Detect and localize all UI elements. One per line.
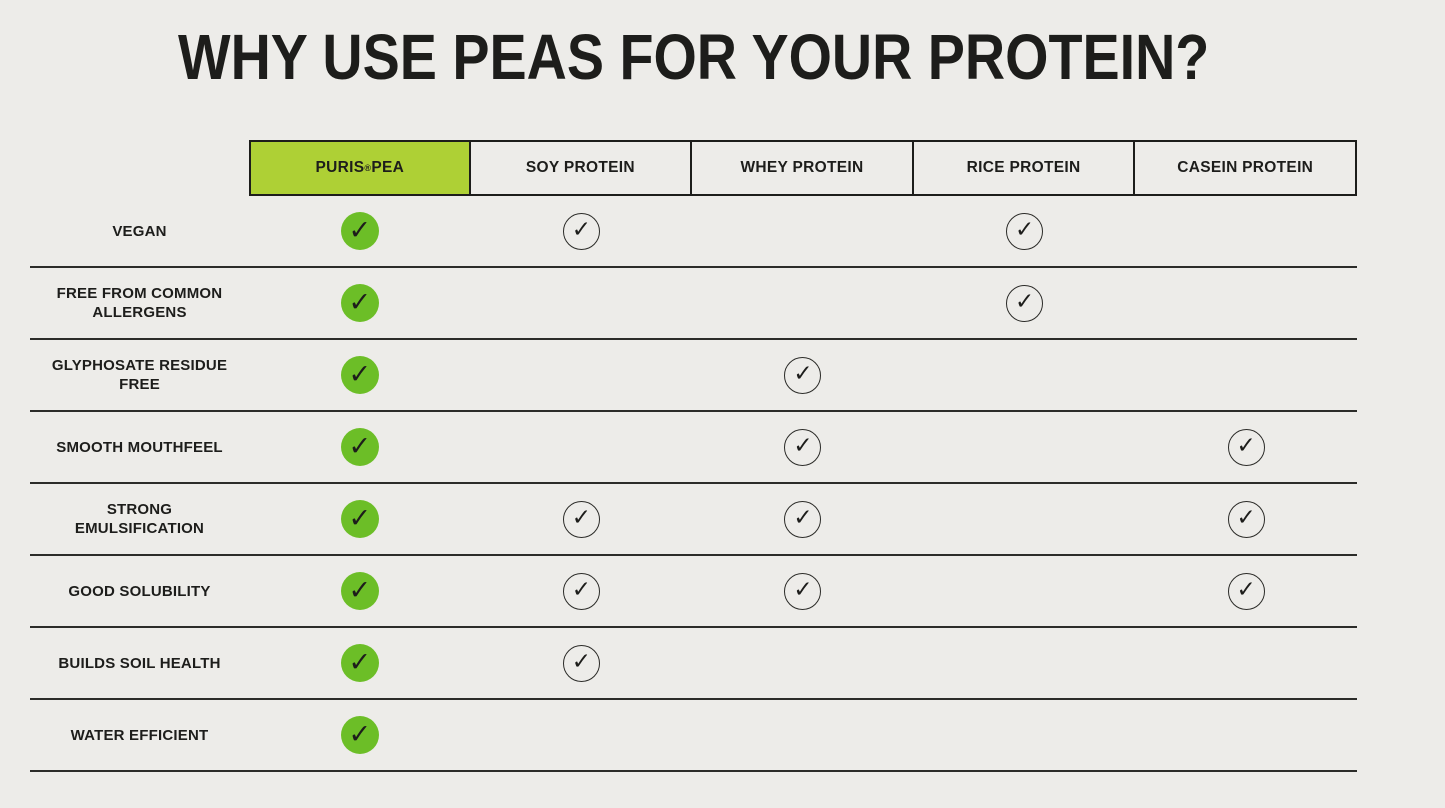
table-cell	[471, 213, 693, 250]
column-header-puris-pea: PURIS ® PEA	[249, 140, 471, 196]
check-icon-outline: ✓	[1228, 501, 1265, 538]
table-cell	[692, 573, 914, 610]
check-icon-filled: ✓	[341, 644, 379, 682]
table-row-smooth-mouthfeel	[30, 412, 1357, 484]
check-icon-filled: ✓	[341, 500, 379, 538]
table-cell	[249, 500, 471, 538]
check-icon-outline: ✓	[784, 573, 821, 610]
check-icon-outline: ✓	[1006, 285, 1043, 322]
column-header-rice-protein: RICE PROTEIN	[912, 140, 1136, 196]
table-cell	[1135, 501, 1357, 538]
page-title	[30, 22, 1357, 92]
table-cell	[692, 357, 914, 394]
table-body	[30, 196, 1357, 772]
row-label: SMOOTH MOUTHFEEL	[56, 438, 223, 456]
table-cell	[249, 644, 471, 682]
table-cell	[692, 429, 914, 466]
table-cell	[471, 501, 693, 538]
column-header-casein-protein: CASEIN PROTEIN	[1133, 140, 1357, 196]
table-cell	[471, 573, 693, 610]
row-label: STRONG EMULSIFICATION	[74, 501, 205, 537]
check-icon-outline: ✓	[1228, 573, 1265, 610]
table-row-strong-emulsification	[30, 484, 1357, 556]
page-title-text: WHY USE PEAS FOR YOUR PROTEIN?	[177, 21, 1210, 93]
table-cell	[249, 428, 471, 466]
table-cell	[914, 285, 1136, 322]
check-icon-filled: ✓	[341, 284, 379, 322]
check-icon-outline: ✓	[784, 429, 821, 466]
check-icon-outline: ✓	[784, 357, 821, 394]
table-cell	[471, 645, 693, 682]
header-row	[30, 140, 1357, 196]
table-cell	[249, 356, 471, 394]
table-cell	[249, 284, 471, 322]
table-row-vegan	[30, 196, 1357, 268]
check-icon-outline: ✓	[1006, 213, 1043, 250]
check-icon-filled: ✓	[341, 428, 379, 466]
check-icon-outline: ✓	[563, 213, 600, 250]
column-header-soy-protein: SOY PROTEIN	[469, 140, 693, 196]
check-icon-filled: ✓	[341, 716, 379, 754]
table-row-free-from-common-allergens	[30, 268, 1357, 340]
check-icon-outline: ✓	[1228, 429, 1265, 466]
check-icon-outline: ✓	[563, 573, 600, 610]
table-row-glyphosate-residue-free	[30, 340, 1357, 412]
row-label: WATER EFFICIENT	[70, 726, 209, 744]
row-label: GOOD SOLUBILITY	[68, 582, 211, 600]
row-label: FREE FROM COMMON ALLERGENS	[56, 285, 223, 321]
column-header-whey-protein: WHEY PROTEIN	[690, 140, 914, 196]
table-cell	[249, 212, 471, 250]
table-row-water-efficient	[30, 700, 1357, 772]
table-row-good-solubility	[30, 556, 1357, 628]
check-icon-filled: ✓	[341, 356, 379, 394]
row-label: GLYPHOSATE RESIDUE FREE	[51, 357, 228, 393]
check-icon-filled: ✓	[341, 212, 379, 250]
table-cell	[692, 501, 914, 538]
check-icon-outline: ✓	[563, 501, 600, 538]
check-icon-filled: ✓	[341, 572, 379, 610]
table-row-builds-soil-health	[30, 628, 1357, 700]
table-cell	[1135, 573, 1357, 610]
content-area	[30, 0, 1357, 750]
row-label: BUILDS SOIL HEALTH	[58, 654, 221, 672]
row-label: VEGAN	[112, 222, 167, 240]
check-icon-outline: ✓	[784, 501, 821, 538]
header-spacer	[30, 140, 249, 196]
table-cell	[249, 572, 471, 610]
comparison-table	[30, 140, 1357, 772]
table-cell	[1135, 429, 1357, 466]
table-cell	[914, 213, 1136, 250]
check-icon-outline: ✓	[563, 645, 600, 682]
table-cell	[249, 716, 471, 754]
